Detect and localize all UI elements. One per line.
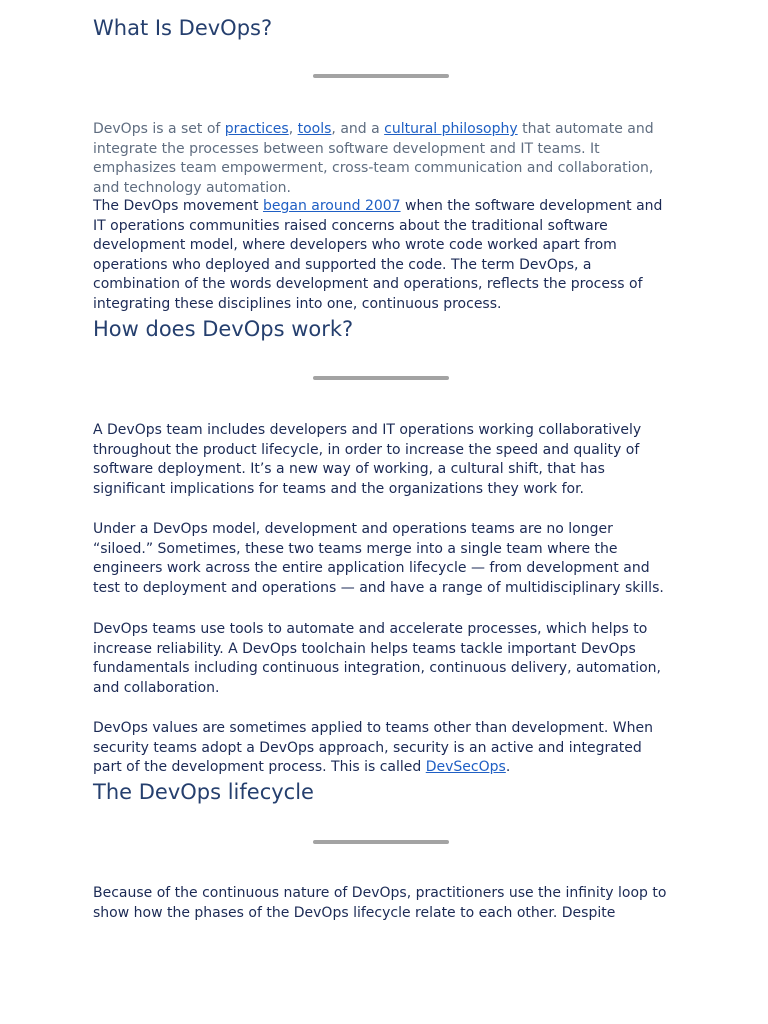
paragraph-text: The DevOps movement (93, 198, 263, 214)
link-tools[interactable]: tools (297, 121, 332, 137)
heading-what-is-devops: What Is DevOps? (93, 16, 273, 40)
intro-text: DevOps is a set of (93, 121, 225, 137)
paragraph-tools: DevOps teams use tools to automate and accelerate processes, which helps to increase reliability. A DevOps toolchain helps teams tackle important DevOps fundamentals including continuous integration, continuous delivery, automation, and collaboration. (93, 621, 661, 696)
section-divider (313, 74, 449, 78)
link-devsecops[interactable]: DevSecOps (425, 759, 506, 775)
section-divider (313, 840, 449, 844)
paragraph-model: Under a DevOps model, development and operations teams are no longer “siloed.” Sometimes, these two teams merge into a single team where the engineers work across the entire application lifecycle — from development and test to deployment and operations — and have a range of multidisciplinary skills. (93, 521, 664, 596)
link-began-around-2007[interactable]: began around 2007 (262, 198, 401, 214)
paragraph-team: A DevOps team includes developers and IT operations working collaboratively throughout the product lifecycle, in order to increase the speed and quality of software deployment. It’s a new way of working, a cultural shift, that has significant implications for teams and the organizations they work for. (93, 422, 642, 497)
heading-how-does-devops-work: How does DevOps work? (93, 317, 354, 341)
intro-text: that automate and integrate the processes between software development and IT teams. It emphasizes team empowerment, cross-team communication and collaboration, and technology automation. (93, 121, 654, 196)
heading-devops-lifecycle: The DevOps lifecycle (93, 780, 314, 804)
link-practices[interactable]: practices (224, 121, 289, 137)
intro-text: , and a (331, 121, 385, 137)
intro-text: , (288, 121, 298, 137)
paragraph-devsecops (93, 719, 673, 778)
paragraph-text: DevOps values are sometimes applied to teams other than development. When security teams adopt a DevOps approach, security is an active and integrated part of the development process. This is called (93, 720, 654, 775)
paragraph-text: when the software development and IT operations communities raised concerns about the traditional software development model, where developers who wrote code worked apart from operations who deployed and supported the code. The term DevOps, a combination of the words development and operations, reflects the process of integrating these disciplines into one, continuous process. (93, 198, 663, 312)
section-divider (313, 376, 449, 380)
intro-paragraph (93, 120, 673, 198)
paragraph-text: . (505, 759, 511, 775)
history-paragraph (93, 197, 673, 314)
link-cultural-philosophy[interactable]: cultural philosophy (384, 121, 518, 137)
paragraph-lifecycle: Because of the continuous nature of DevOps, practitioners use the infinity loop to show how the phases of the DevOps lifecycle relate to each other. Despite (93, 885, 667, 921)
